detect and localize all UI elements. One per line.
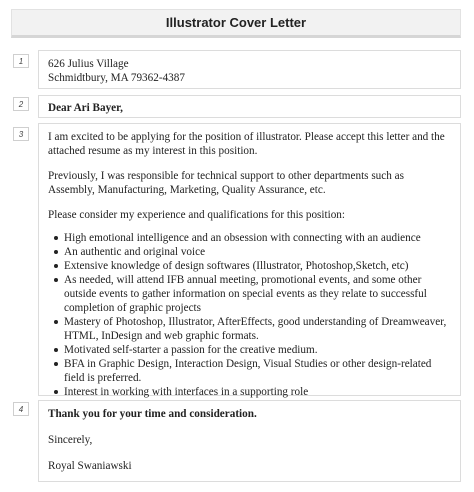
address-section bbox=[38, 50, 461, 89]
list-item: High emotional intelligence and an obsession with connecting with an audience bbox=[54, 231, 451, 245]
list-item: An authentic and original voice bbox=[54, 245, 451, 259]
body-paragraph: I am excited to be applying for the position of illustrator. Please accept this letter and the attached resume as my interest in this position. bbox=[48, 131, 445, 157]
closing-section bbox=[38, 400, 461, 482]
qualifications-list bbox=[48, 231, 451, 399]
address-line-1: 626 Julius Village bbox=[48, 58, 129, 70]
address-line-2: Schmidtbury, MA 79362-4387 bbox=[48, 72, 185, 84]
body-section bbox=[38, 123, 461, 396]
body-paragraph: Previously, I was responsible for technical support to other departments such as Assembly, Manufacturing, Marketing, Quality Assurance, etc. bbox=[48, 170, 404, 196]
thanks-text: Thank you for your time and consideration. bbox=[48, 408, 257, 420]
greeting-section bbox=[38, 95, 461, 118]
section-number-4: 4 bbox=[13, 402, 29, 416]
list-item: Mastery of Photoshop, Illustrator, AfterEffects, good understanding of Dreamweaver, HTML, InDesign and web graphic formats. bbox=[54, 315, 451, 343]
list-item: As needed, will attend IFB annual meeting, promotional events, and some other outside events to gather information on special events as they relate to successful completion of graphic projects bbox=[54, 273, 451, 315]
list-item: BFA in Graphic Design, Interaction Design, Visual Studies or other design-related field is preferred. bbox=[54, 357, 451, 385]
signature-text: Royal Swaniawski bbox=[48, 460, 132, 472]
list-item: Motivated self-starter a passion for the creative medium. bbox=[54, 343, 451, 357]
document-header bbox=[11, 9, 461, 38]
list-item: Extensive knowledge of design softwares (Illustrator, Photoshop,Sketch, etc) bbox=[54, 259, 451, 273]
closing-text: Sincerely, bbox=[48, 434, 93, 446]
section-number-3: 3 bbox=[13, 127, 29, 141]
section-number-1: 1 bbox=[13, 54, 29, 68]
body-paragraph: Please consider my experience and qualifications for this position: bbox=[48, 209, 346, 221]
greeting-text: Dear Ari Bayer, bbox=[48, 102, 123, 114]
page-title: Illustrator Cover Letter bbox=[165, 15, 307, 30]
section-number-2: 2 bbox=[13, 97, 29, 111]
list-item: Interest in working with interfaces in a supporting role bbox=[54, 385, 451, 399]
